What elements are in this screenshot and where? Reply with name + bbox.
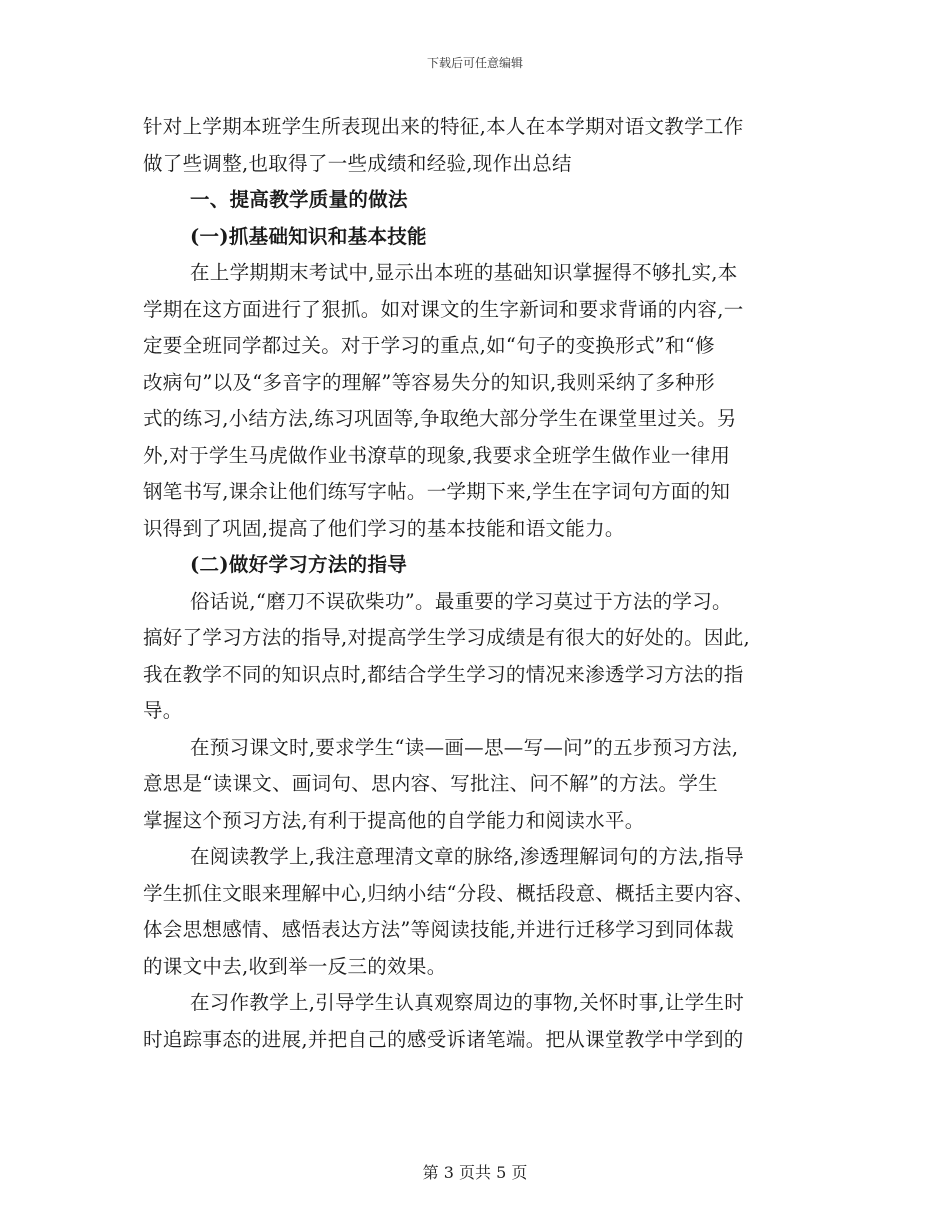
paragraph-line: 针对上学期本班学生所表现出来的特征,本人在本学期对语文教学工作 bbox=[143, 115, 744, 138]
page-footer: 第 3 页共 5 页 bbox=[422, 1163, 528, 1182]
paragraph-line: 意思是“读课文、画词句、思内容、写批注、问不解”的方法。学生 bbox=[143, 772, 718, 795]
paragraph-line: 学生抓住文眼来理解中心,归纳小结“分段、概括段意、概括主要内容、 bbox=[143, 881, 754, 905]
section-heading: 一、提高教学质量的做法 bbox=[190, 188, 408, 211]
paragraph-line: 导。 bbox=[143, 699, 183, 722]
paragraph-line: 的课文中去,收到举一反三的效果。 bbox=[143, 954, 447, 978]
paragraph-line: 俗话说,“磨刀不误砍柴功”。最重要的学习莫过于方法的学习。 bbox=[190, 589, 732, 613]
paragraph-line: 掌握这个预习方法,有利于提高他的自学能力和阅读水平。 bbox=[143, 808, 645, 832]
paragraph-line: 搞好了学习方法的指导,对提高学生学习成绩是有很大的好处的。因此, bbox=[143, 626, 750, 649]
paragraph-line: 在阅读教学上,我注意理清文章的脉络,渗透理解词句的方法,指导 bbox=[190, 845, 745, 868]
paragraph-line: 钢笔书写,课余让他们练写字帖。一学期下来,学生在字词句方面的知 bbox=[143, 480, 731, 503]
paragraph-line: 式的练习,小结方法,练习巩固等,争取绝大部分学生在课堂里过关。另 bbox=[143, 407, 737, 430]
document-body bbox=[143, 109, 823, 1058]
paragraph-line: 在上学期期末考试中,显示出本班的基础知识掌握得不够扎实,本 bbox=[190, 261, 738, 284]
paragraph-line: 在预习课文时,要求学生“读—画—思—写—问”的五步预习方法, bbox=[190, 735, 739, 759]
paragraph-line: 定要全班同学都过关。对于学习的重点,如“句子的变换形式”和“修 bbox=[143, 334, 715, 357]
paragraph-line: 识得到了巩固,提高了他们学习的基本技能和语文能力。 bbox=[143, 516, 625, 540]
paragraph-line: 改病句”以及“多音字的理解”等容易失分的知识,我则采纳了多种形 bbox=[143, 370, 715, 394]
subsection-heading: (一)抓基础知识和基本技能 bbox=[190, 224, 427, 248]
paragraph-line: 在习作教学上,引导学生认真观察周边的事物,关怀时事,让学生时 bbox=[190, 991, 745, 1014]
paragraph-line: 学期在这方面进行了狠抓。如对课文的生字新词和要求背诵的内容,一 bbox=[143, 297, 744, 321]
paragraph-line: 做了些调整,也取得了一些成绩和经验,现作出总结 bbox=[143, 151, 572, 175]
paragraph-line: 我在教学不同的知识点时,都结合学生学习的情况来渗透学习方法的指 bbox=[143, 662, 744, 686]
paragraph-line: 外,对于学生马虎做作业书潦草的现象,我要求全班学生做作业一律用 bbox=[143, 443, 731, 467]
page-header: 下载后可任意编辑 bbox=[426, 56, 523, 70]
paragraph-line: 体会思想感情、感悟表达方法”等阅读技能,并进行迁移学习到同体裁 bbox=[143, 918, 734, 941]
subsection-heading: (二)做好学习方法的指导 bbox=[190, 553, 408, 576]
paragraph-line: 时追踪事态的进展,并把自己的感受诉诸笔端。把从课堂教学中学到的 bbox=[143, 1027, 744, 1051]
